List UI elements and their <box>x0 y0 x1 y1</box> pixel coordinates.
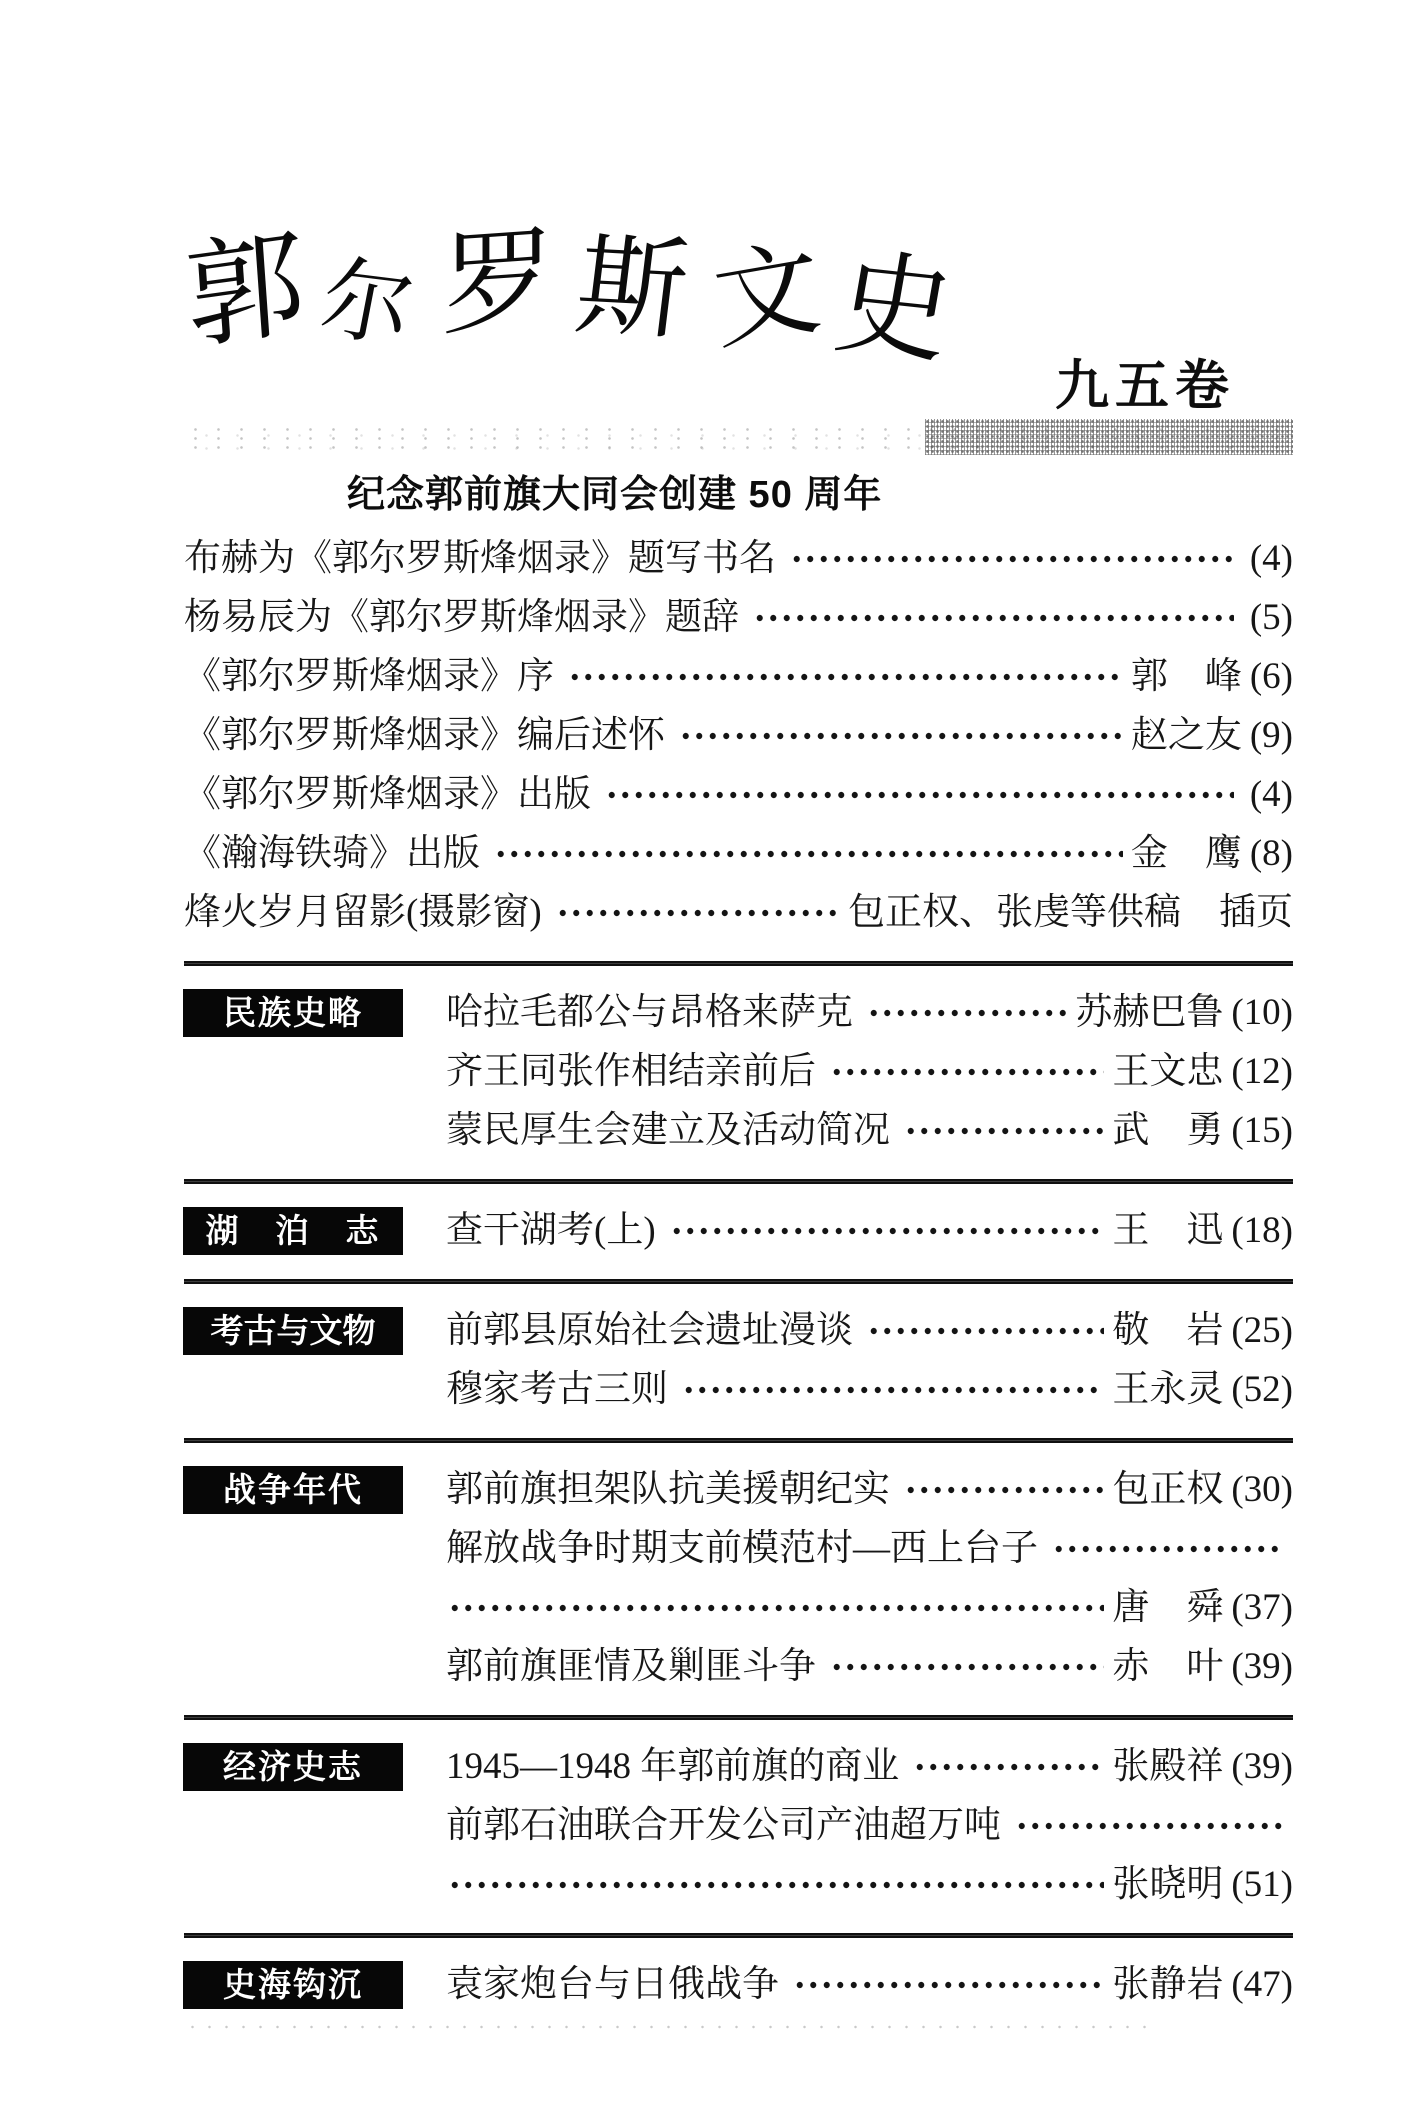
dot-leader <box>791 1977 1104 1992</box>
toc-entry <box>446 1637 1293 1696</box>
scan-noise-streak <box>184 2020 1160 2034</box>
toc-entry-continuation <box>446 1855 1293 1914</box>
section-label: 经济史志 <box>184 1744 402 1790</box>
toc-entry <box>446 983 1293 1042</box>
entry-title: 杨易辰为《郭尔罗斯烽烟录》题辞 <box>184 597 739 638</box>
dot-leader <box>1013 1818 1285 1833</box>
entry-page: (18) <box>1231 1210 1293 1251</box>
toc-entry <box>446 1101 1293 1160</box>
entry-title: 1945—1948 年郭前旗的商业 <box>446 1746 900 1787</box>
divider-rule <box>184 961 1293 966</box>
entry-author: 张晓明 <box>1112 1864 1224 1905</box>
section-label: 考古与文物 <box>184 1308 402 1354</box>
toc-entry <box>446 1360 1293 1419</box>
dot-leader <box>554 905 840 920</box>
section-jingji-shizhi <box>184 1737 1293 1914</box>
toc-entry <box>184 765 1293 824</box>
entry-page: (51) <box>1231 1864 1293 1905</box>
entry-title: 郭前旗担架队抗美援朝纪实 <box>446 1469 890 1510</box>
entry-page: (47) <box>1231 1964 1293 2005</box>
section-label: 史海钩沉 <box>184 1962 402 2008</box>
entry-author: 王永灵 <box>1112 1369 1224 1410</box>
entry-author: 苏赫巴鲁 <box>1075 992 1224 1033</box>
entry-author: 张殿祥 <box>1112 1746 1224 1787</box>
toc-entry <box>446 1955 1293 2014</box>
dot-leader <box>680 1382 1104 1397</box>
entry-title: 《郭尔罗斯烽烟录》出版 <box>184 774 591 815</box>
entry-page: (4) <box>1249 774 1293 815</box>
entry-title: 《郭尔罗斯烽烟录》编后述怀 <box>184 715 665 756</box>
entry-page: (39) <box>1231 1646 1293 1687</box>
toc-top-list <box>184 529 1293 942</box>
entry-author: 王文忠 <box>1112 1051 1224 1092</box>
divider-rule <box>184 1715 1293 1720</box>
dot-leader <box>668 1223 1105 1238</box>
dot-leader <box>911 1759 1104 1774</box>
entry-page: (4) <box>1249 538 1293 579</box>
toc-entry <box>446 1460 1293 1519</box>
entry-page: 插页 <box>1219 892 1293 933</box>
masthead-title: 郭 尔 罗 斯 文 史 <box>181 213 963 380</box>
entry-title: 烽火岁月留影(摄影窗) <box>184 892 542 933</box>
dot-leader <box>446 1877 1104 1892</box>
entry-title: 齐王同张作相结亲前后 <box>446 1051 816 1092</box>
section-kaogu-yu-wenwu <box>184 1301 1293 1419</box>
divider-rule <box>184 1933 1293 1938</box>
toc-section-header: 纪念郭前旗大同会创建 50 周年 <box>347 474 883 516</box>
toc-entry <box>184 647 1293 706</box>
dot-leader <box>788 551 1234 566</box>
entry-page: (52) <box>1231 1369 1293 1410</box>
entry-author: 武 勇 <box>1112 1110 1224 1151</box>
entry-title: 布赫为《郭尔罗斯烽烟录》题写书名 <box>184 538 776 579</box>
entry-author: 包正权 <box>1112 1469 1224 1510</box>
dot-leader <box>865 1323 1104 1338</box>
toc-entry <box>446 1301 1293 1360</box>
entry-title: 穆家考古三则 <box>446 1369 668 1410</box>
entry-author: 赤 叶 <box>1112 1646 1224 1687</box>
entry-title: 《郭尔罗斯烽烟录》序 <box>184 656 554 697</box>
toc-entry <box>446 1737 1293 1796</box>
section-shihai-gouchen <box>184 1955 1293 2014</box>
dot-leader <box>751 610 1234 625</box>
toc-entry <box>184 529 1293 588</box>
dot-leader <box>865 1005 1067 1020</box>
section-label: 民族史略 <box>184 990 402 1036</box>
toc-entry <box>446 1796 1293 1855</box>
entry-author: 张静岩 <box>1112 1964 1224 2005</box>
entry-author: 唐 舜 <box>1112 1587 1224 1628</box>
volume-label: 九五卷 <box>1055 356 1235 416</box>
entry-page: (8) <box>1249 833 1293 874</box>
section-minzu-shilue <box>184 983 1293 1160</box>
entry-title: 前郭石油联合开发公司产油超万吨 <box>446 1805 1001 1846</box>
entry-title: 蒙民厚生会建立及活动简况 <box>446 1110 890 1151</box>
toc-entry <box>184 706 1293 765</box>
entry-page: (37) <box>1231 1587 1293 1628</box>
dot-leader <box>902 1123 1104 1138</box>
entry-page: (30) <box>1231 1469 1293 1510</box>
section-label: 战争年代 <box>184 1467 402 1513</box>
dot-leader <box>677 728 1123 743</box>
entry-author: 敬 岩 <box>1112 1310 1224 1351</box>
toc-entry <box>446 1201 1293 1260</box>
divider-rule <box>184 1438 1293 1443</box>
toc-entry <box>184 824 1293 883</box>
entry-author: 郭 峰 <box>1130 656 1242 697</box>
dot-leader <box>603 787 1234 802</box>
entry-page: (15) <box>1231 1110 1293 1151</box>
entry-page: (12) <box>1231 1051 1293 1092</box>
entry-title: 解放战争时期支前模范村—西上台子 <box>446 1528 1038 1569</box>
entry-title: 袁家炮台与日俄战争 <box>446 1964 779 2005</box>
dot-leader <box>828 1659 1104 1674</box>
dot-leader <box>902 1482 1104 1497</box>
entry-author: 王 迅 <box>1112 1210 1224 1251</box>
scan-noise-band <box>184 419 1293 457</box>
entry-author: 包正权、张虔等供稿 <box>848 892 1181 933</box>
entry-page: (5) <box>1249 597 1293 638</box>
divider-rule <box>184 1279 1293 1284</box>
toc-entry <box>446 1519 1293 1578</box>
entry-page: (25) <box>1231 1310 1293 1351</box>
section-zhanzheng-niandai <box>184 1460 1293 1696</box>
dot-leader <box>446 1600 1104 1615</box>
toc-entry <box>184 588 1293 647</box>
entry-title: 《瀚海铁骑》出版 <box>184 833 480 874</box>
entry-page: (6) <box>1249 656 1293 697</box>
section-hupo-zhi <box>184 1201 1293 1260</box>
entry-title: 查干湖考(上) <box>446 1210 656 1251</box>
entry-author: 赵之友 <box>1130 715 1242 756</box>
dot-leader <box>828 1064 1104 1079</box>
section-label: 湖 泊 志 <box>184 1208 402 1254</box>
entry-title: 前郭县原始社会遗址漫谈 <box>446 1310 853 1351</box>
entry-title: 郭前旗匪情及剿匪斗争 <box>446 1646 816 1687</box>
entry-page: (39) <box>1231 1746 1293 1787</box>
dot-leader <box>566 669 1123 684</box>
entry-title: 哈拉毛都公与昂格来萨克 <box>446 992 853 1033</box>
dot-leader <box>1050 1541 1285 1556</box>
dot-leader <box>492 846 1123 861</box>
toc-entry-continuation <box>446 1578 1293 1637</box>
toc-entry <box>446 1042 1293 1101</box>
entry-author: 金 鹰 <box>1130 833 1242 874</box>
divider-rule <box>184 1179 1293 1184</box>
toc-entry <box>184 883 1293 942</box>
entry-page: (10) <box>1231 992 1293 1033</box>
entry-page: (9) <box>1249 715 1293 756</box>
